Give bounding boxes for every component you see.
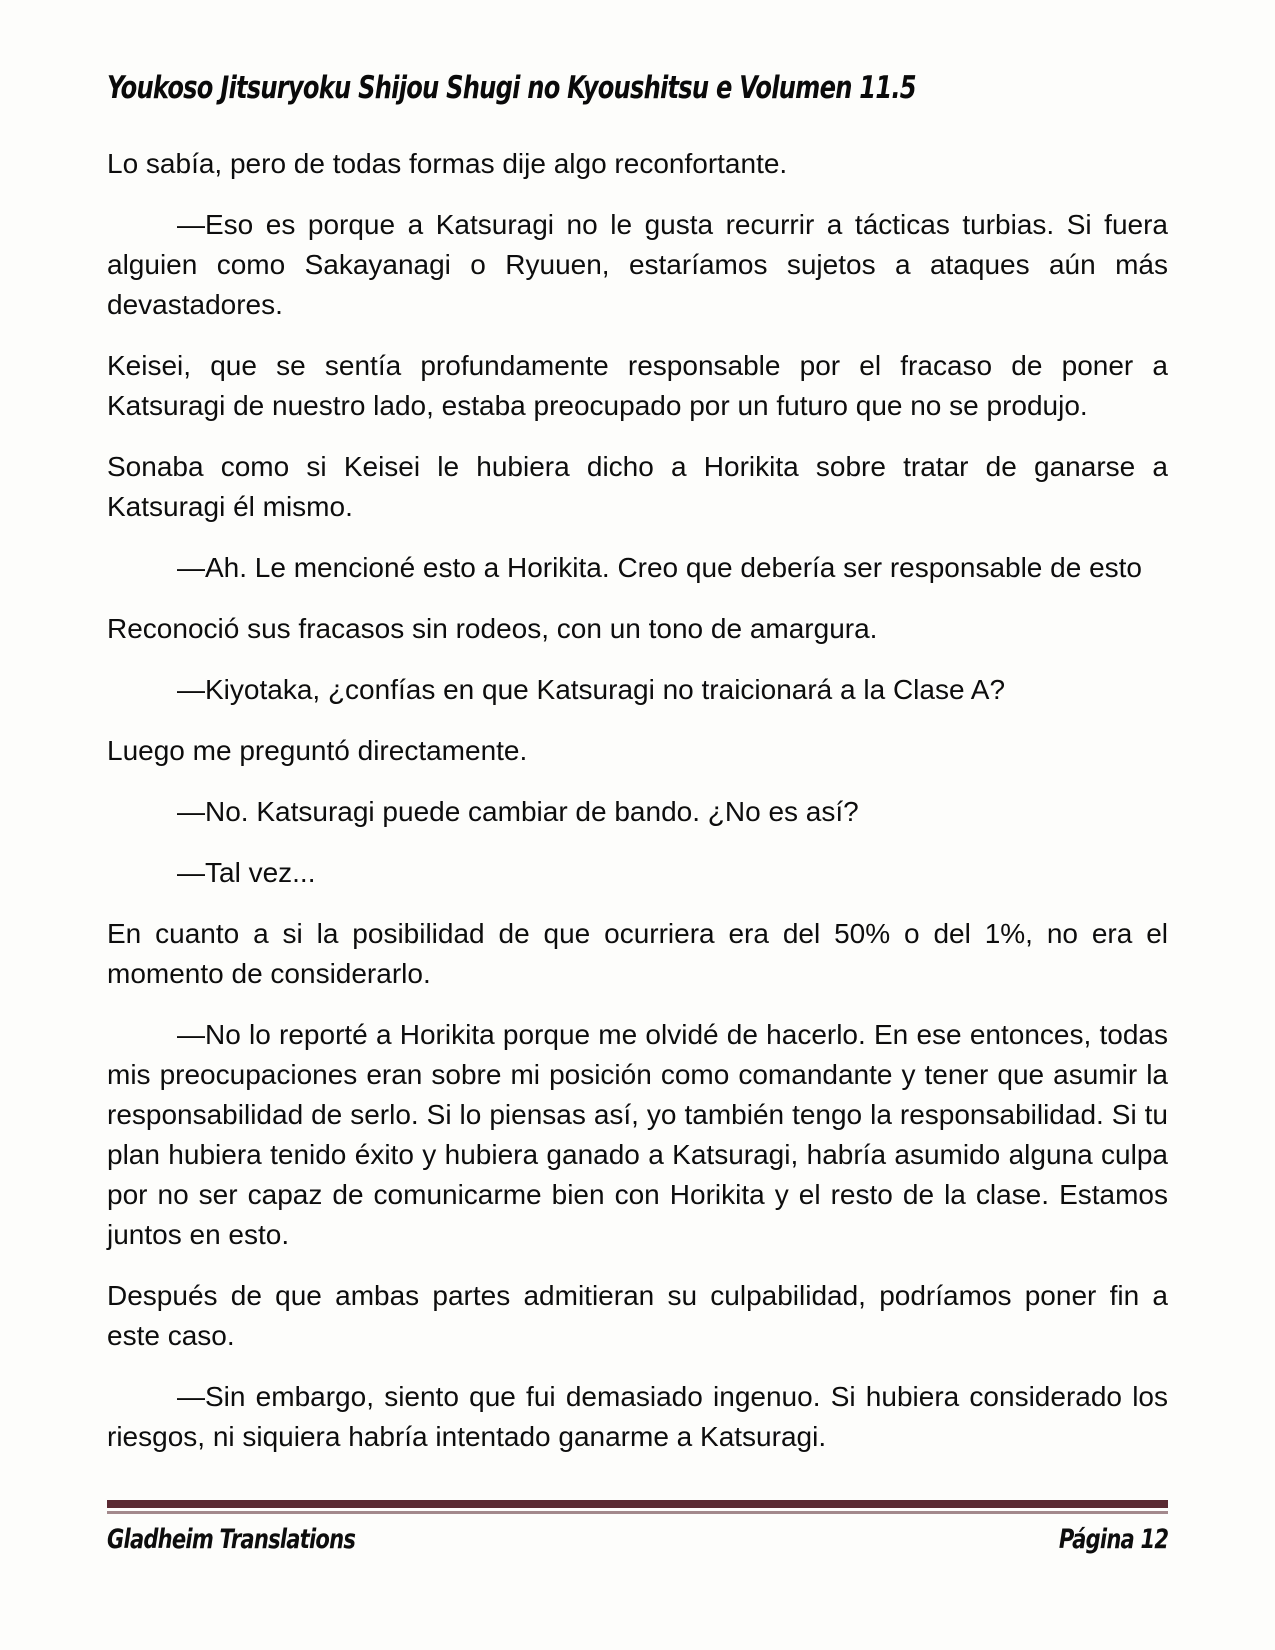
document-body — [107, 144, 1168, 1457]
page-header-title: Youkoso Jitsuryoku Shijou Shugi no Kyoushitsu e Volumen 11.5 — [107, 70, 916, 106]
paragraph: En cuanto a si la posibilidad de que ocurriera era del 50% o del 1%, no era el momento de considerarlo. — [107, 918, 1168, 989]
footer-page-number: Página 12 — [1058, 1524, 1168, 1555]
paragraph: —No lo reporté a Horikita porque me olvidé de hacerlo. En ese entonces, todas mis preocupaciones eran sobre mi posición como comandante y tener que asumir la responsabilidad de serlo. Si lo piensas así, yo también tengo la responsabilidad. Si tu plan hubiera tenido éxito y hubiera ganado a Katsuragi, habría asumido alguna culpa por no ser capaz de comunicarme bien con Horikita y el resto de la clase. Estamos juntos en esto. — [107, 1019, 1168, 1250]
page-footer — [107, 1500, 1168, 1555]
footer-rule-thin — [107, 1511, 1168, 1514]
paragraph: —Kiyotaka, ¿confías en que Katsuragi no traicionará a la Clase A? — [177, 674, 1006, 705]
paragraph: Reconoció sus fracasos sin rodeos, con un tono de amargura. — [107, 613, 878, 644]
paragraph: —Eso es porque a Katsuragi no le gusta recurrir a tácticas turbias. Si fuera alguien como Sakayanagi o Ryuuen, estaríamos sujetos a ataques aún más devastadores. — [107, 209, 1168, 320]
footer-rule-thick — [107, 1500, 1168, 1508]
paragraph: —Ah. Le mencioné esto a Horikita. Creo que debería ser responsable de esto — [177, 552, 1143, 583]
footer-right — [1028, 1524, 1168, 1555]
paragraph: —Tal vez... — [177, 857, 316, 888]
paragraph: Keisei, que se sentía profundamente responsable por el fracaso de poner a Katsuragi de nuestro lado, estaba preocupado por un futuro que no se produjo. — [107, 350, 1168, 421]
paragraph: Lo sabía, pero de todas formas dije algo reconfortante. — [107, 148, 788, 179]
footer-translator-credit: Gladheim Translations — [107, 1524, 356, 1555]
paragraph: Sonaba como si Keisei le hubiera dicho a Horikita sobre tratar de ganarse a Katsuragi él mismo. — [107, 451, 1168, 522]
paragraph: Luego me preguntó directamente. — [107, 735, 528, 766]
paragraph: —Sin embargo, siento que fui demasiado ingenuo. Si hubiera considerado los riesgos, ni siquiera habría intentado ganarme a Katsuragi. — [107, 1381, 1168, 1452]
paragraph: Después de que ambas partes admitieran su culpabilidad, podríamos poner fin a este caso. — [107, 1280, 1168, 1351]
paragraph: —No. Katsuragi puede cambiar de bando. ¿No es así? — [177, 796, 859, 827]
footer-left — [107, 1524, 425, 1555]
page-header — [107, 0, 1168, 114]
